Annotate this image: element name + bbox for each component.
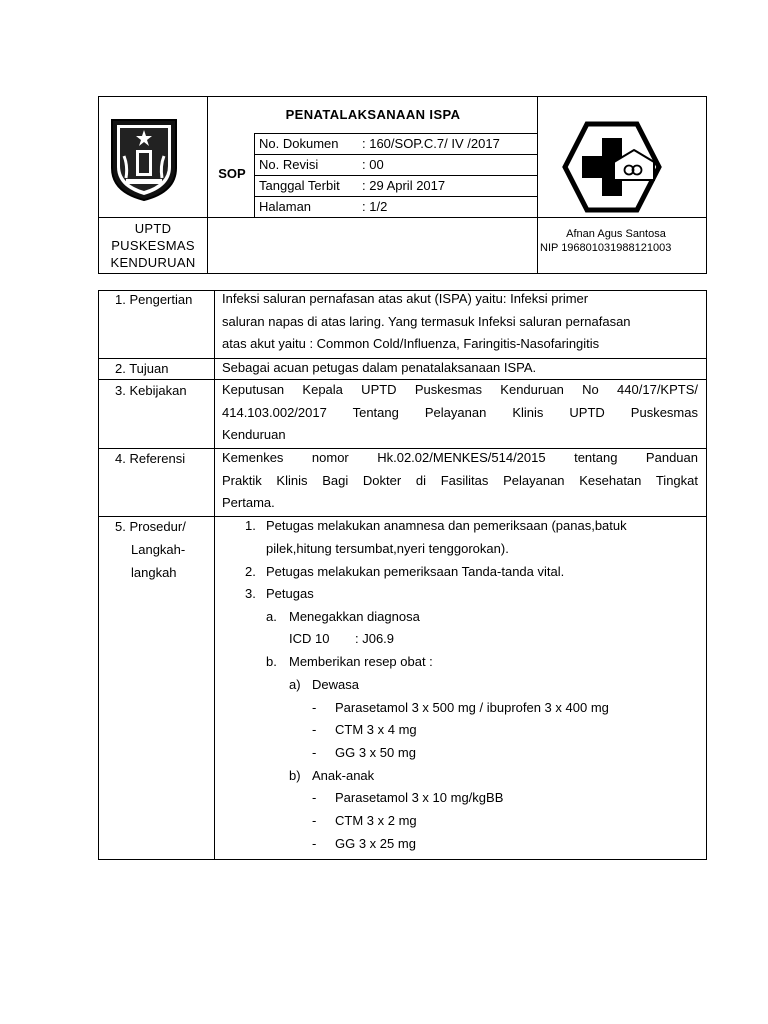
step-text: Petugas melakukan pemeriksaan Tanda-tanda vital. (266, 564, 565, 579)
text-line: Praktik Klinis Bagi Dokter di Fasilitas Pelayanan Kesehatan Tingkat (222, 472, 698, 488)
regional-emblem-logo (106, 116, 182, 202)
meta-row-dokumen (259, 134, 500, 154)
step-text: Petugas melakukan anamnesa dan pemeriksaan (panas,batuk (266, 518, 627, 533)
step-number: 2. (245, 564, 256, 579)
drug-item: CTM 3 x 4 mg (335, 722, 417, 737)
label-line: langkah (131, 565, 177, 580)
dash-bullet: - (312, 745, 317, 760)
step-text: Petugas (266, 586, 314, 601)
group-text: Anak-anak (312, 768, 375, 783)
header-divider (207, 96, 208, 274)
signatory-nip: NIP 196801031988121003 (540, 242, 672, 254)
drug-item: GG 3 x 50 mg (335, 745, 416, 760)
document-type-label: SOP (218, 166, 246, 181)
drug-item: Parasetamol 3 x 10 mg/kgBB (335, 790, 504, 805)
header-divider (98, 217, 707, 218)
icd-key: ICD 10 (289, 631, 330, 646)
text-line: atas akut yaitu : Common Cold/Influenza, Faringitis-Nasofaringitis (222, 336, 600, 351)
dash-bullet: - (312, 813, 317, 828)
header-divider (537, 96, 538, 274)
text-line: Infeksi saluran pernafasan atas akut (ISPA) yaitu: Infeksi primer (222, 291, 589, 306)
icd-value: : J06.9 (355, 631, 395, 646)
dash-bullet: - (312, 700, 317, 715)
org-line: UPTD (134, 221, 172, 236)
document-title: PENATALAKSANAAN ISPA (285, 107, 461, 122)
section-text-pengertian (222, 288, 698, 356)
meta-value: : 1/2 (362, 199, 388, 214)
dash-bullet: - (312, 790, 317, 805)
dash-bullet: - (312, 836, 317, 851)
group-number: b) (289, 768, 301, 783)
drug-item: CTM 3 x 2 mg (335, 813, 417, 828)
puskesmas-hexagon-logo (562, 120, 662, 214)
signatory-name: Afnan Agus Santosa (566, 228, 666, 240)
drug-item: Parasetamol 3 x 500 mg / ibuprofen 3 x 400 mg (335, 700, 609, 715)
org-line: KENDURUAN (110, 255, 196, 270)
step-number: 3. (245, 586, 256, 601)
meta-key: Halaman (259, 199, 312, 214)
dash-bullet: - (312, 722, 317, 737)
meta-row-tanggal (259, 176, 445, 196)
text-line: Kenduruan (222, 427, 286, 442)
step-text: pilek,hitung tersumbat,nyeri tenggorokan). (266, 541, 509, 556)
section-label-pengertian: 1. Pengertian (115, 292, 193, 307)
text-line: Keputusan Kepala UPTD Puskesmas Kenduruan No 440/17/KPTS/ (222, 382, 698, 397)
text-line: Sebagai acuan petugas dalam penatalaksanaan ISPA. (222, 360, 537, 375)
meta-row-revisi (259, 155, 384, 175)
group-text: Dewasa (312, 677, 359, 692)
section-label-tujuan: 2. Tujuan (115, 361, 169, 376)
meta-value: : 160/SOP.C.7/ IV /2017 (362, 136, 500, 151)
substep-text: Menegakkan diagnosa (289, 609, 420, 624)
organization-name (100, 220, 206, 271)
text-line: saluran napas di atas laring. Yang termasuk Infeksi saluran pernafasan (222, 313, 631, 329)
section-label-referensi: 4. Referensi (115, 451, 186, 466)
section-text-referensi (222, 447, 698, 515)
meta-key: No. Revisi (259, 157, 319, 172)
meta-key: No. Dokumen (259, 136, 339, 151)
substep-number: b. (266, 654, 277, 669)
section-text-kebijakan (222, 379, 698, 447)
label-line: 5. Prosedur/ (115, 519, 186, 534)
meta-key: Tanggal Terbit (259, 178, 340, 193)
substep-number: a. (266, 609, 277, 624)
text-line: Kemenkes nomor Hk.02.02/MENKES/514/2015 tentang Panduan (222, 450, 698, 465)
group-number: a) (289, 677, 301, 692)
text-line: 414.103.002/2017 Tentang Pelayanan Klinis UPTD Puskesmas (222, 404, 698, 420)
org-line: PUSKESMAS (111, 238, 195, 253)
label-line: Langkah- (131, 542, 186, 557)
meta-value: : 00 (362, 157, 384, 172)
meta-value: : 29 April 2017 (362, 178, 446, 193)
signatory-block (540, 227, 705, 255)
drug-item: GG 3 x 25 mg (335, 836, 416, 851)
step-number: 1. (245, 518, 256, 533)
section-text-tujuan (222, 357, 698, 380)
text-line: Pertama. (222, 495, 275, 510)
substep-text: Memberikan resep obat : (289, 654, 433, 669)
meta-row-halaman (259, 197, 387, 217)
section-label-prosedur (115, 515, 227, 584)
section-label-kebijakan: 3. Kebijakan (115, 383, 187, 398)
